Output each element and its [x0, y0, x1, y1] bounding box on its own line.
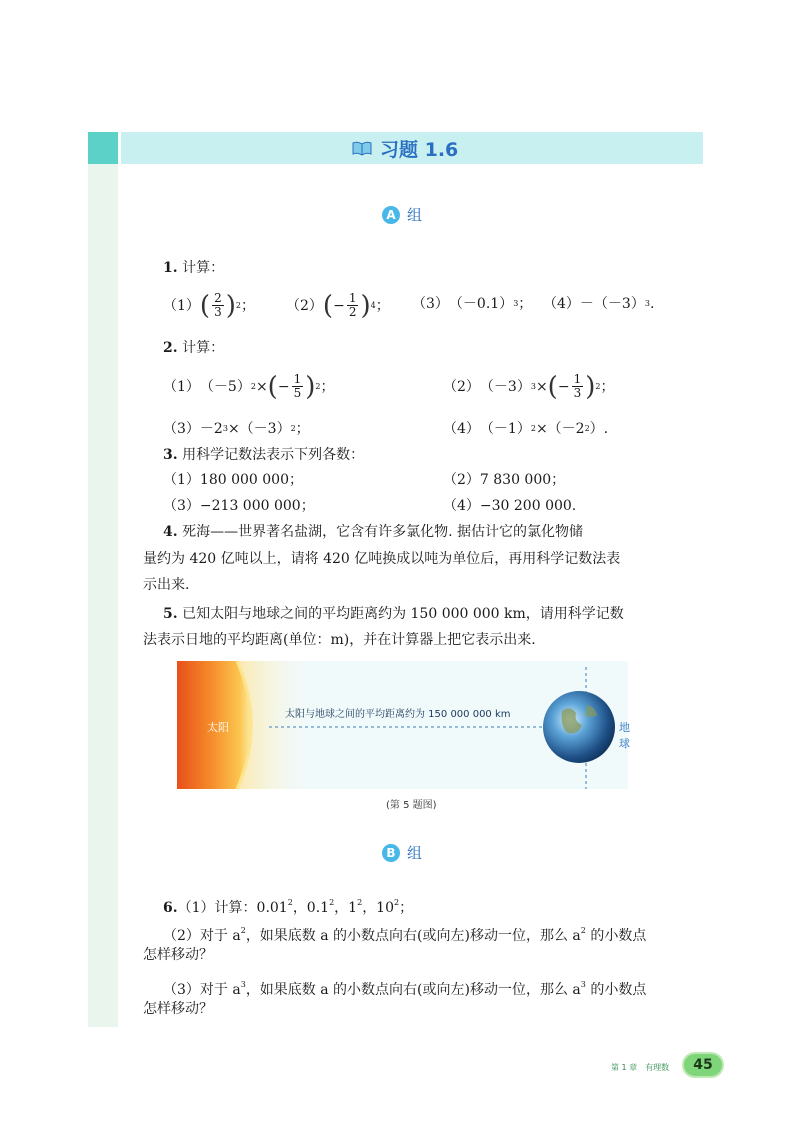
fraction: $\frac{1}{3}$ [573, 372, 582, 400]
distance-label: 太阳与地球之间的平均距离约为 150 000 000 km [285, 709, 511, 720]
question-4-line-3: 示出来. [143, 577, 190, 593]
question-4-line-2: 量约为 420 亿吨以上，请将 420 亿吨换成以吨为单位后，再用科学记数法表 [143, 551, 621, 567]
group-b-badge: B [382, 844, 400, 862]
q2-item-2: （2） （－3） 3 × ( − $\frac{1}{3}$ ) 2 ； [443, 371, 615, 402]
question-1-prompt: 1. 计算： [163, 260, 225, 276]
sun-label: 太阳 [207, 721, 229, 734]
fraction: $\frac{1}{5}$ [293, 372, 302, 400]
header-accent-square [88, 132, 118, 164]
sun-earth-figure [177, 661, 628, 789]
question-5-line-1: 5. 已知太阳与地球之间的平均距离约为 150 000 000 km，请用科学记数 [163, 606, 624, 622]
sun-earth-illustration [177, 661, 628, 789]
q3-item-3: （3）−213 000 000； [163, 498, 315, 514]
question-6-part-2-cont: 怎样移动？ [143, 947, 213, 963]
group-b-label [382, 842, 422, 863]
earth-label: 地球 [619, 721, 630, 750]
q3-item-2: （2）7 830 000； [443, 472, 566, 488]
question-5-line-2: 法表示日地的平均距离(单位：m)，并在计算器上把它表示出来. [143, 632, 536, 648]
question-6-part-3-cont: 怎样移动？ [143, 1001, 213, 1017]
q1-item-2: （2） ( − $\frac{1}{2}$ ) 4 ； [286, 290, 390, 321]
q1-item-4: （4） －（－3） 3 . [543, 296, 655, 312]
exercise-title-text: 习题 1.6 [380, 138, 459, 161]
page-number: 45 [682, 1052, 724, 1078]
fraction: $\frac{2}{3}$ [214, 291, 222, 319]
group-a-text: 组 [407, 206, 423, 224]
q3-item-1: （1）180 000 000； [163, 472, 303, 488]
fraction: $\frac{1}{2}$ [348, 291, 357, 319]
question-4-line-1: 4. 死海——世界著名盐湖，它含有许多氯化物. 据估计它的氯化物储 [163, 524, 583, 540]
side-margin-strip [88, 132, 118, 1027]
question-6-part-1: 6.（1）计算：0.01$^2$，$0.1^2$，$1^2$，$10^2$； [163, 898, 414, 916]
question-6-part-3: （3）对于 $a^3$，如果底数 a 的小数点向右(或向左)移动一位，那么 $a^3$ 的小数点 [163, 980, 647, 998]
question-2-prompt: 2. 计算： [163, 340, 225, 356]
group-a-label [382, 204, 422, 225]
figure-caption: (第 5 题图) [386, 800, 437, 811]
question-3-prompt: 3. 用科学记数法表示下列各数： [163, 447, 365, 463]
group-b-text: 组 [407, 844, 423, 862]
q1-item-1: （1） ( $\frac{2}{3}$ ) 2 ； [163, 290, 255, 321]
book-icon [352, 139, 372, 157]
q3-item-4: （4）−30 200 000. [443, 498, 577, 514]
exercise-title [352, 136, 458, 160]
q2-item-1: （1） （－5） 2 × ( − $\frac{1}{5}$ ) 2 ； [163, 371, 335, 402]
q1-item-3: （3） （－0.1） 3 ； [412, 296, 533, 312]
question-6-part-2: （2）对于 $a^2$，如果底数 a 的小数点向右(或向左)移动一位，那么 $a^2$ 的小数点 [163, 926, 647, 944]
group-a-badge: A [382, 206, 400, 224]
q2-item-3: （3） －2 3 ×（－3） 2 ； [163, 421, 310, 437]
chapter-label: 第 1 章 有理数 [611, 1063, 670, 1072]
q2-item-4: （4） （－1） 2 ×（－2 2 ）. [443, 421, 609, 437]
